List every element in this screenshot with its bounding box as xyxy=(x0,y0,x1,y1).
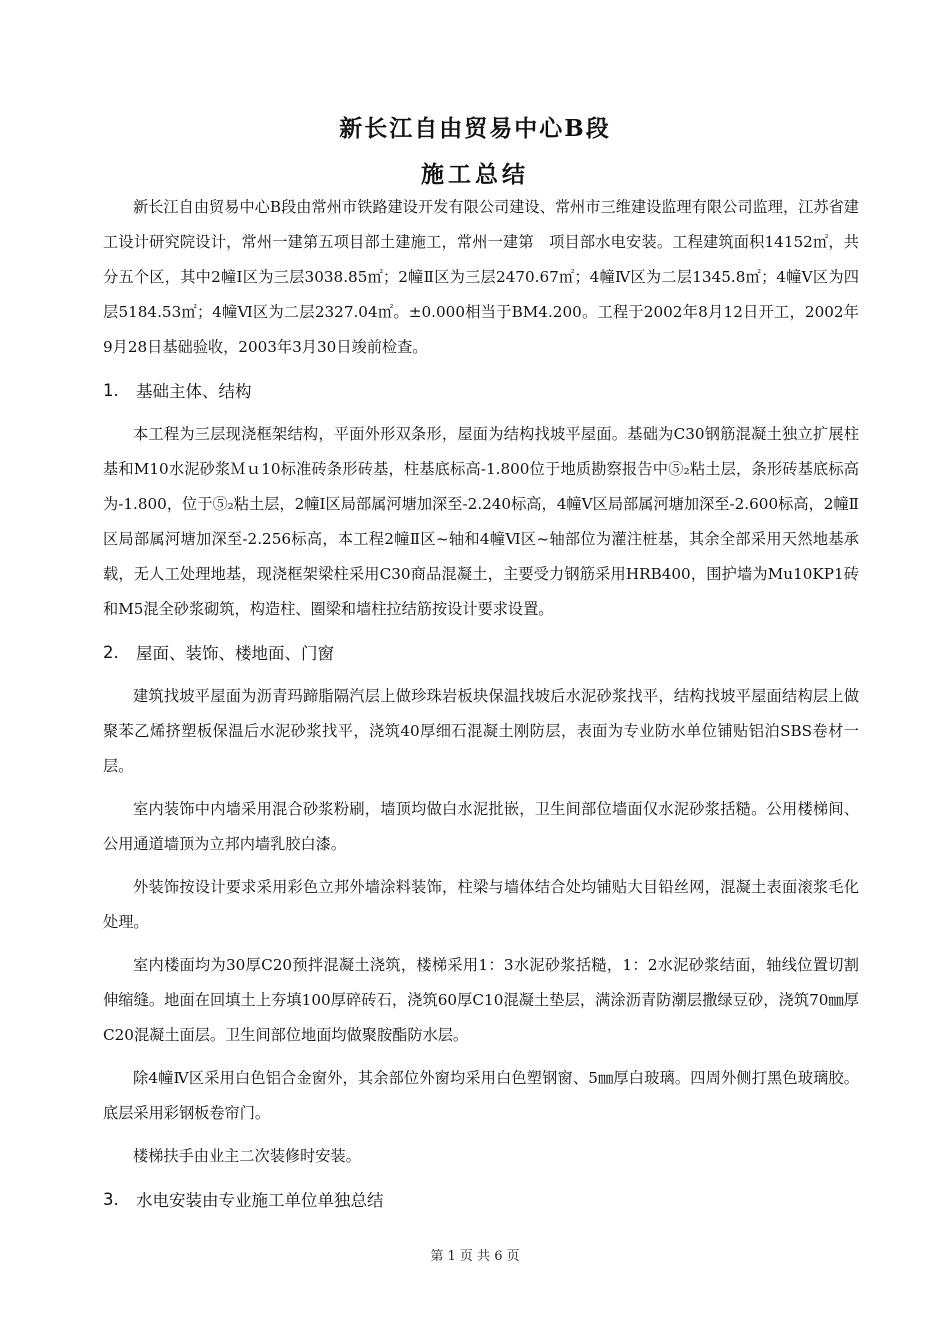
section-2-paragraph: 建筑找坡平屋面为沥青玛蹄脂隔汽层上做珍珠岩板块保温找坡后水泥砂浆找平，结构找坡平屋面结构层上做聚苯乙烯挤塑板保温后水泥砂浆找平，浇筑40厚细石混凝土刚防层，表面为专业防水单位铺贴铝泊SBS卷材一层。 xyxy=(103,687,859,775)
section-1-paragraph: 本工程为三层现浇框架结构，平面外形双条形，屋面为结构找坡平屋面。基础为C30钢筋混凝土独立扩展柱基和M10水泥砂浆Ｍｕ10标准砖条形砖基，柱基底标高-1.800位于地质勘察报告中⑤₂粘土层，条形砖基底标高为-1.800，位于⑤₂粘土层，2幢Ⅰ区局部属河塘加深至-2.240标高，4幢Ⅴ区局部属河塘加深至-2.600标高，2幢Ⅱ区局部属河塘加深至-2.256标高，本工程2幢Ⅱ区~轴和4幢Ⅵ区~轴部位为灌注桩基，其余全部采用天然地基承载，无人工处理地基，现浇框架梁柱采用C30商品混凝土，主要受力钢筋采用HRB400，围护墙为Mu10KP1砖和M5混全砂浆砌筑，构造柱、圈梁和墙柱拉结筋按设计要求设置。 xyxy=(103,425,859,618)
section-title: 水电安装由专业施工单位单独总结 xyxy=(136,1191,384,1210)
section-2-paragraph: 室内楼面均为30厚C20预拌混凝土浇筑，楼梯采用1：3水泥砂浆括糙，1：2水泥砂浆结面，轴线位置切割伸缩缝。地面在回填土上夯填100厚碎砖石，浇筑60厚C10混凝土垫层，满涂沥青防潮层撒绿豆砂，浇筑70㎜厚C20混凝土面层。卫生间部位地面均做聚胺酯防水层。 xyxy=(103,956,859,1044)
section-2-paragraph: 外装饰按设计要求采用彩色立邦外墙涂料装饰，柱梁与墙体结合处均铺贴大目铅丝网，混凝土表面滚浆毛化处理。 xyxy=(103,878,859,931)
document-subtitle: 施工总结 xyxy=(421,161,529,188)
document-body xyxy=(103,190,859,1226)
section-2-paragraph: 除4幢Ⅳ区采用白色铝合金窗外，其余部位外窗均采用白色塑钢窗、5㎜厚白玻璃。四周外侧打黑色玻璃胶。底层采用彩钢板卷帘门。 xyxy=(103,1069,859,1122)
intro-paragraph: 新长江自由贸易中心B段由常州市铁路建设开发有限公司建设、常州市三维建设监理有限公司监理，江苏省建工设计研究院设计，常州一建第五项目部土建施工，常州一建第 项目部水电安装。工程建筑面积14152㎡，共分五个区，其中2幢Ⅰ区为三层3038.85㎡；2幢Ⅱ区为三层2470.67㎡；4幢Ⅳ区为二层1345.8㎡；4幢Ⅴ区为四层5184.53㎡；4幢Ⅵ区为二层2327.04㎡。±0.000相当于BM4.200。工程于2002年8月12日开工，2002年9月28日基础验收，2003年3月30日竣前检查。 xyxy=(103,198,859,356)
section-number: 2. xyxy=(103,642,119,662)
section-heading-2 xyxy=(103,635,859,669)
section-heading-3 xyxy=(103,1182,859,1216)
section-heading-1 xyxy=(103,373,859,407)
section-title: 基础主体、结构 xyxy=(136,382,252,401)
section-number: 3. xyxy=(103,1189,119,1209)
page-footer: 第 1 页 共 6 页 xyxy=(430,1249,520,1264)
document-title: 新长江自由贸易中心B段 xyxy=(339,115,611,142)
section-2-paragraph: 室内装饰中内墙采用混合砂浆粉刷，墙顶均做白水泥批嵌，卫生间部位墙面仅水泥砂浆括糙。公用楼梯间、公用通道墙顶为立邦内墙乳胶白漆。 xyxy=(103,800,859,853)
section-title: 屋面、装饰、楼地面、门窗 xyxy=(136,644,334,663)
section-2-paragraph: 楼梯扶手由业主二次装修时安装。 xyxy=(133,1147,361,1165)
section-number: 1. xyxy=(103,380,119,400)
